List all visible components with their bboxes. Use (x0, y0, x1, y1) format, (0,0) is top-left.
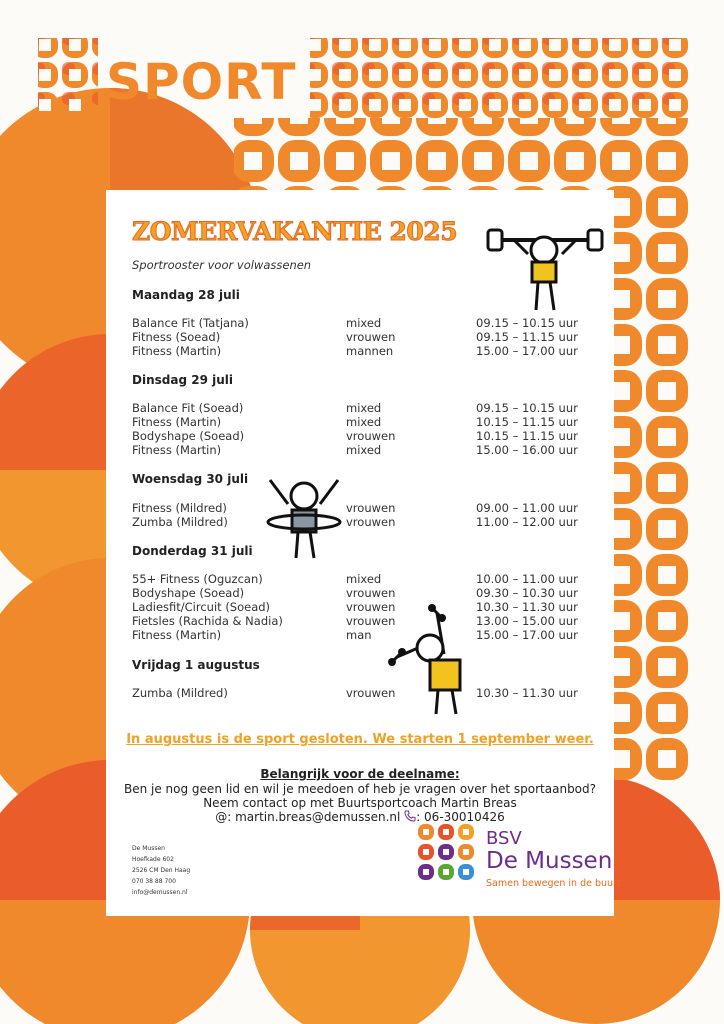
session-row (132, 628, 602, 642)
session-row (132, 429, 602, 443)
session-time: 15.00 – 17.00 uur (476, 628, 578, 642)
session-time: 09.15 – 10.15 uur (476, 316, 578, 330)
session-row (132, 415, 602, 429)
address-line: 070 38 88 700 (132, 878, 176, 885)
session-activity: Fietsles (Rachida & Nadia) (132, 614, 283, 628)
phone-icon (404, 810, 416, 824)
session-time: 09.15 – 10.15 uur (476, 401, 578, 415)
important-line: Neem contact op met Buurtsportcoach Martin Breas (203, 796, 517, 810)
session-row (132, 572, 602, 586)
bsv-logo (416, 822, 621, 898)
logo-name: De Mussen (486, 848, 613, 874)
session-row (132, 443, 602, 457)
address-line: Hoefkade 602 (132, 856, 174, 863)
session-time: 10.00 – 11.00 uur (476, 572, 578, 586)
session-activity: Fitness (Martin) (132, 344, 222, 358)
session-row (132, 515, 602, 529)
session-activity: Zumba (Mildred) (132, 515, 228, 529)
important-title: Belangrijk voor de deelname: (260, 767, 460, 781)
sport-title: SPORT (106, 53, 297, 111)
session-time: 13.00 – 15.00 uur (476, 614, 578, 628)
session-row (132, 316, 602, 330)
session-row (132, 600, 602, 614)
email-link[interactable]: @: martin.breas@demussen.nl (215, 810, 401, 824)
session-group: mixed (346, 443, 382, 457)
session-time: 11.00 – 12.00 uur (476, 515, 578, 529)
session-group: vrouwen (346, 330, 396, 344)
session-group: vrouwen (346, 586, 396, 600)
session-activity: Ladiesfit/Circuit (Soead) (132, 600, 271, 614)
address-line: 2526 CM Den Haag (132, 867, 191, 874)
session-time: 15.00 – 17.00 uur (476, 344, 578, 358)
dumbbell-figure-icon (384, 602, 474, 718)
session-time: 09.15 – 11.15 uur (476, 330, 578, 344)
schedule-subtitle: Sportrooster voor volwassenen (132, 258, 312, 272)
session-group: vrouwen (346, 614, 396, 628)
session-group: vrouwen (346, 686, 396, 700)
session-group: vrouwen (346, 600, 396, 614)
session-group: vrouwen (346, 429, 396, 443)
session-group: vrouwen (346, 515, 396, 529)
session-row (132, 614, 602, 628)
session-activity: Fitness (Mildred) (132, 501, 227, 515)
day-title: Woensdag 30 juli (132, 472, 249, 486)
schedule-title: ZOMERVAKANTIE 2025 (132, 217, 458, 246)
session-time: 10.15 – 11.15 uur (476, 415, 578, 429)
session-row (132, 501, 602, 515)
session-activity: Fitness (Martin) (132, 443, 222, 457)
session-group: vrouwen (346, 501, 396, 515)
phone-number[interactable]: : 06-30010426 (416, 810, 505, 824)
session-time: 10.30 – 11.30 uur (476, 600, 578, 614)
session-group: mixed (346, 316, 382, 330)
weightlifter-icon (484, 218, 610, 318)
day-title: Vrijdag 1 augustus (132, 658, 260, 672)
address-line: De Mussen (132, 845, 165, 852)
session-activity: 55+ Fitness (Oguzcan) (132, 572, 263, 586)
session-activity: Bodyshape (Soead) (132, 586, 245, 600)
session-activity: Bodyshape (Soead) (132, 429, 245, 443)
session-row (132, 344, 602, 358)
session-time: 09.30 – 10.30 uur (476, 586, 578, 600)
day-title: Donderdag 31 juli (132, 544, 253, 558)
session-group: mixed (346, 401, 382, 415)
logo-tagline: Samen bewegen in de buurt (486, 878, 621, 889)
session-time: 10.30 – 11.30 uur (476, 686, 578, 700)
session-group: mannen (346, 344, 394, 358)
day-title: Maandag 28 juli (132, 288, 240, 302)
session-row (132, 401, 602, 415)
session-activity: Fitness (Martin) (132, 628, 222, 642)
hula-hoop-figure-icon (258, 474, 350, 564)
session-activity: Balance Fit (Soead) (132, 401, 244, 415)
session-time: 15.00 – 16.00 uur (476, 443, 578, 457)
session-group: man (346, 628, 372, 642)
session-time: 09.00 – 11.00 uur (476, 501, 578, 515)
logo-mark-icon (416, 822, 476, 882)
session-row (132, 330, 602, 344)
session-activity: Balance Fit (Tatjana) (132, 316, 249, 330)
day-title: Dinsdag 29 juli (132, 373, 233, 387)
session-row (132, 586, 602, 600)
session-group: mixed (346, 415, 382, 429)
important-line: Ben je nog geen lid en wil je meedoen of heb je vragen over het sportaanbod? (123, 782, 597, 796)
session-activity: Fitness (Martin) (132, 415, 222, 429)
session-row (132, 686, 602, 700)
session-activity: Zumba (Mildred) (132, 686, 228, 700)
session-group: mixed (346, 572, 382, 586)
session-time: 10.15 – 11.15 uur (476, 429, 578, 443)
session-activity: Fitness (Soead) (132, 330, 221, 344)
address-line: info@demussen.nl (132, 889, 188, 896)
closure-notice: In augustus is de sport gesloten. We starten 1 september weer. (126, 732, 594, 747)
logo-abbr: BSV (486, 828, 522, 849)
